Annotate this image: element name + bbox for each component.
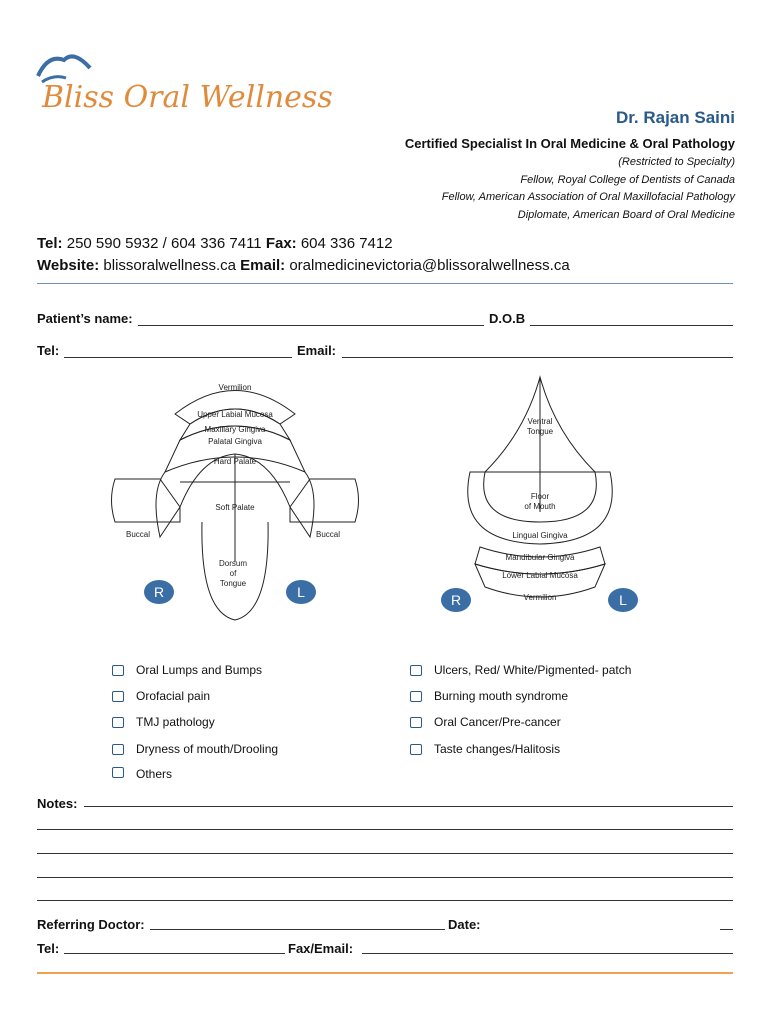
checkbox-oral-lumps[interactable] <box>112 665 124 676</box>
diagram-maxillary-gingiva-label: Maxillary Gingiva <box>204 425 266 434</box>
diagram-dorsum-label: Dorsum <box>218 559 248 568</box>
credential-2: Fellow, Royal College of Dentists of Canada <box>520 174 735 186</box>
label-burning-mouth: Burning mouth syndrome <box>434 689 569 703</box>
certification: Certified Specialist In Oral Medicine & Oral Pathology <box>404 136 735 151</box>
label-orofacial-pain: Orofacial pain <box>136 689 211 703</box>
upper-right-side-badge: R <box>144 580 174 604</box>
tel-label: Tel: <box>37 235 63 252</box>
diagram-upper-labial-label: Upper Labial Mucosa <box>197 410 273 419</box>
diagram-floor-label: Floor <box>530 492 550 501</box>
diagram-mandibular-gingiva-label: Mandibular Gingiva <box>505 553 575 562</box>
diagram-hard-palate-label: Hard Palate <box>213 457 257 466</box>
contact-phone-line <box>37 235 393 252</box>
credential-3: Fellow, American Association of Oral Maxillofacial Pathology <box>441 191 735 203</box>
credential-4: Diplomate, American Board of Oral Medicine <box>517 209 735 221</box>
diagram-palatal-gingiva-label: Palatal Gingiva <box>208 437 262 446</box>
diagram-lower-labial-label: Lower Labial Mucosa <box>502 571 578 580</box>
fax-value: 604 336 7412 <box>300 235 393 252</box>
lower-right-side-badge: R <box>441 588 471 612</box>
label-dryness: Dryness of mouth/Drooling <box>136 742 279 756</box>
footer-divider <box>37 972 733 974</box>
checkbox-oral-cancer[interactable] <box>410 717 422 728</box>
notes-line-4[interactable] <box>37 877 733 878</box>
label-oral-cancer: Oral Cancer/Pre-cancer <box>434 715 561 729</box>
diagram-ventral-label: Ventral <box>527 417 553 426</box>
referring-tel-label: Tel: <box>37 941 60 956</box>
tel-value: 250 590 5932 / 604 336 7411 <box>66 235 262 252</box>
website-value[interactable]: blissoralwellness.ca <box>103 257 236 274</box>
diagram-floor-mouth-label: of Mouth <box>524 502 556 511</box>
fax-email-field[interactable] <box>362 953 733 954</box>
logo <box>30 42 350 122</box>
fax-label: Fax: <box>265 235 297 252</box>
referring-doctor-label: Referring Doctor: <box>37 917 145 932</box>
referring-doctor-field[interactable] <box>150 929 445 930</box>
email-label: Email: <box>240 257 286 274</box>
notes-line-3[interactable] <box>37 853 733 854</box>
credential-1: (Restricted to Specialty) <box>618 156 735 168</box>
buccal-right <box>290 479 359 522</box>
label-tmj: TMJ pathology <box>136 715 215 729</box>
notes-line-1[interactable] <box>84 806 733 807</box>
label-taste-changes: Taste changes/Halitosis <box>434 742 561 756</box>
diagram-lingual-gingiva-label: Lingual Gingiva <box>512 531 568 540</box>
checkbox-burning-mouth[interactable] <box>410 691 422 702</box>
diagram-tongue-label: Tongue <box>219 579 247 588</box>
dob-field[interactable] <box>530 325 733 326</box>
date-label: Date: <box>448 917 481 932</box>
checkbox-orofacial-pain[interactable] <box>112 691 124 702</box>
diagram-lower-vermilion-label: Vermilion <box>523 593 557 602</box>
patient-email-label: Email: <box>297 343 337 358</box>
header-divider <box>37 283 733 284</box>
checkbox-tmj[interactable] <box>112 717 124 728</box>
dob-label: D.O.B <box>489 311 526 326</box>
notes-line-2[interactable] <box>37 829 733 830</box>
referring-tel-field[interactable] <box>64 953 285 954</box>
diagram-soft-palate-label: Soft Palate <box>215 503 255 512</box>
label-ulcers: Ulcers, Red/ White/Pigmented- patch <box>434 663 632 677</box>
lower-oral-diagram <box>455 372 635 612</box>
checkbox-taste-changes[interactable] <box>410 744 422 755</box>
patient-tel-label: Tel: <box>37 343 60 358</box>
email-value[interactable]: oralmedicinevictoria@blissoralwellness.ca <box>289 257 570 274</box>
diagram-of-label: of <box>229 569 237 578</box>
checkbox-ulcers[interactable] <box>410 665 422 676</box>
checkbox-dryness[interactable] <box>112 744 124 755</box>
label-others: Others <box>136 767 173 781</box>
notes-line-5[interactable] <box>37 900 733 901</box>
diagram-ventral-tongue-label: Tongue <box>526 427 554 436</box>
patient-tel-field[interactable] <box>64 357 292 358</box>
patient-email-field[interactable] <box>342 357 733 358</box>
buccal-left <box>112 479 181 522</box>
diagram-vermilion-label: Vermilion <box>218 383 252 392</box>
diagram-buccal-right-label: Buccal <box>315 530 341 539</box>
contact-web-line <box>37 257 570 274</box>
upper-left-side-badge: L <box>286 580 316 604</box>
diagram-buccal-left-label: Buccal <box>125 530 151 539</box>
patient-name-label: Patient’s name: <box>37 311 133 326</box>
lower-left-side-badge: L <box>608 588 638 612</box>
website-label: Website: <box>37 257 100 274</box>
logo-text: Bliss Oral Wellness <box>42 80 333 115</box>
label-oral-lumps: Oral Lumps and Bumps <box>136 663 263 677</box>
fax-email-label: Fax/Email: <box>288 941 354 956</box>
checkbox-others[interactable] <box>112 767 124 778</box>
doctor-name: Dr. Rajan Saini <box>615 108 735 127</box>
notes-label: Notes: <box>37 796 78 811</box>
patient-name-field[interactable] <box>138 325 484 326</box>
date-field[interactable] <box>720 929 733 930</box>
